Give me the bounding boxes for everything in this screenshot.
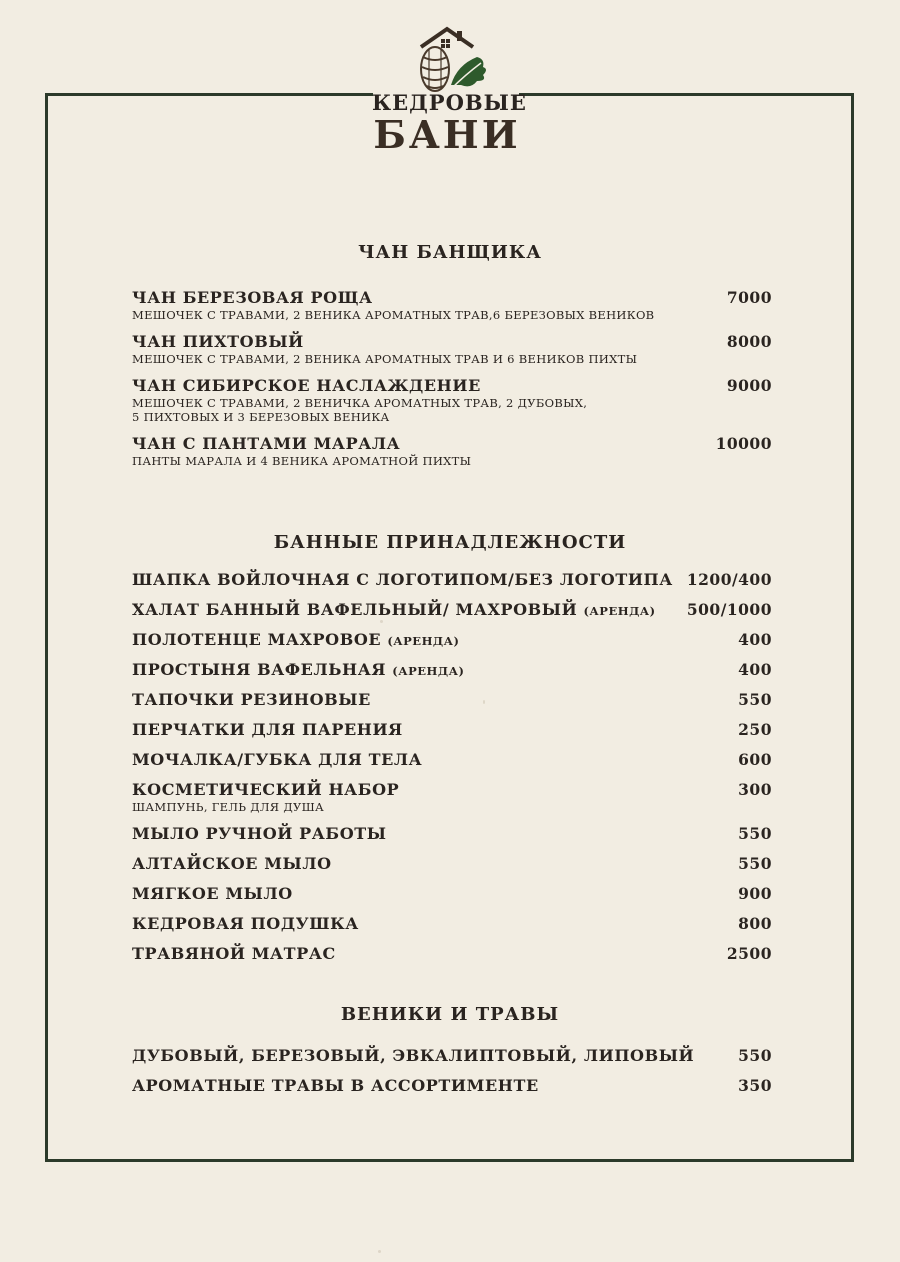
item-note: МЕШОЧЕК С ТРАВАМИ, 2 ВЕНИЧКА АРОМАТНЫХ ТРАВ, 2 ДУБОВЫХ, xyxy=(132,396,588,410)
item-price: 400 xyxy=(738,630,772,649)
item-price: 550 xyxy=(738,854,772,873)
item-name: ТРАВЯНОЙ МАТРАС xyxy=(132,944,336,963)
logo-emblem-icon xyxy=(399,25,495,97)
item-note: МЕШОЧЕК С ТРАВАМИ, 2 ВЕНИКА АРОМАТНЫХ ТРАВ И 6 ВЕНИКОВ ПИХТЫ xyxy=(132,352,638,366)
menu-item xyxy=(132,914,772,934)
menu-item xyxy=(132,660,772,681)
item-name: ХАЛАТ БАННЫЙ ВАФЕЛЬНЫЙ/ МАХРОВЫЙ (АРЕНДА) xyxy=(132,600,656,619)
item-price: 500/1000 xyxy=(686,600,772,619)
menu-item xyxy=(132,600,772,621)
menu-item xyxy=(132,854,772,874)
item-name: ПОЛОТЕНЦЕ МАХРОВОЕ (АРЕНДА) xyxy=(132,630,460,649)
item-name: МЯГКОЕ МЫЛО xyxy=(132,884,293,903)
item-name: ТАПОЧКИ РЕЗИНОВЫЕ xyxy=(132,690,371,709)
menu-item xyxy=(132,570,772,590)
item-price: 7000 xyxy=(726,288,772,307)
section-title: ЧАН БАНЩИКА xyxy=(358,242,542,263)
item-note: МЕШОЧЕК С ТРАВАМИ, 2 ВЕНИКА АРОМАТНЫХ ТРАВ,6 БЕРЕЗОВЫХ ВЕНИКОВ xyxy=(132,308,655,322)
item-note: ПАНТЫ МАРАЛА И 4 ВЕНИКА АРОМАТНОЙ ПИХТЫ xyxy=(132,454,472,468)
menu-item xyxy=(132,376,772,424)
item-price: 550 xyxy=(738,1046,772,1065)
item-price: 550 xyxy=(738,690,772,709)
item-name: МЫЛО РУЧНОЙ РАБОТЫ xyxy=(132,824,387,843)
item-name: ПЕРЧАТКИ ДЛЯ ПАРЕНИЯ xyxy=(132,720,403,739)
item-note-line2: 5 ПИХТОВЫХ И 3 БЕРЕЗОВЫХ ВЕНИКА xyxy=(132,410,390,424)
item-name: КЕДРОВАЯ ПОДУШКА xyxy=(132,914,359,933)
item-price: 8000 xyxy=(726,332,772,351)
menu-item xyxy=(132,1076,772,1096)
item-name: ЧАН ПИХТОВЫЙ xyxy=(132,332,304,351)
menu-item xyxy=(132,824,772,844)
item-suffix: (АРЕНДА) xyxy=(387,634,460,648)
logo-brand-line1: КЕДРОВЫЕ xyxy=(372,90,527,115)
item-name: ЧАН БЕРЕЗОВАЯ РОЩА xyxy=(132,288,373,307)
paper-speck xyxy=(378,1250,381,1253)
item-name: ШАПКА ВОЙЛОЧНАЯ С ЛОГОТИПОМ/БЕЗ ЛОГОТИПА xyxy=(132,570,673,589)
menu-item xyxy=(132,780,772,814)
item-name: ПРОСТЫНЯ ВАФЕЛЬНАЯ (АРЕНДА) xyxy=(132,660,465,679)
item-price: 10000 xyxy=(715,434,772,453)
item-name: КОСМЕТИЧЕСКИЙ НАБОР xyxy=(132,780,400,799)
item-name: ДУБОВЫЙ, БЕРЕЗОВЫЙ, ЭВКАЛИПТОВЫЙ, ЛИПОВЫЙ xyxy=(132,1046,695,1065)
menu-item xyxy=(132,332,772,366)
item-price: 300 xyxy=(738,780,772,799)
item-price: 400 xyxy=(738,660,772,679)
menu-item xyxy=(132,690,772,710)
item-price: 250 xyxy=(738,720,772,739)
item-name: АРОМАТНЫЕ ТРАВЫ В АССОРТИМЕНТЕ xyxy=(132,1076,539,1095)
menu-item xyxy=(132,630,772,651)
item-name: ЧАН С ПАНТАМИ МАРАЛА xyxy=(132,434,401,453)
item-name: МОЧАЛКА/ГУБКА ДЛЯ ТЕЛА xyxy=(132,750,423,769)
item-price: 800 xyxy=(738,914,772,933)
menu-item xyxy=(132,944,772,964)
item-price: 1200/400 xyxy=(686,570,772,589)
item-suffix: (АРЕНДА) xyxy=(583,604,656,618)
item-name: АЛТАЙСКОЕ МЫЛО xyxy=(132,854,332,873)
item-note: ШАМПУНЬ, ГЕЛЬ ДЛЯ ДУША xyxy=(132,800,325,814)
menu-item xyxy=(132,884,772,904)
menu-item xyxy=(132,720,772,740)
item-suffix: (АРЕНДА) xyxy=(392,664,465,678)
logo-brand-line2: БАНИ xyxy=(373,112,521,157)
item-price: 9000 xyxy=(726,376,772,395)
item-price: 600 xyxy=(738,750,772,769)
menu-item xyxy=(132,288,772,322)
menu-item xyxy=(132,750,772,770)
item-price: 550 xyxy=(738,824,772,843)
item-price: 900 xyxy=(738,884,772,903)
item-price: 2500 xyxy=(726,944,772,963)
item-price: 350 xyxy=(738,1076,772,1095)
menu-item xyxy=(132,1046,772,1066)
section-title: БАННЫЕ ПРИНАДЛЕЖНОСТИ xyxy=(273,532,627,553)
brand-logo xyxy=(372,25,527,165)
section-title: ВЕНИКИ И ТРАВЫ xyxy=(340,1004,560,1025)
menu-item xyxy=(132,434,772,468)
item-name: ЧАН СИБИРСКОЕ НАСЛАЖДЕНИЕ xyxy=(132,376,481,395)
